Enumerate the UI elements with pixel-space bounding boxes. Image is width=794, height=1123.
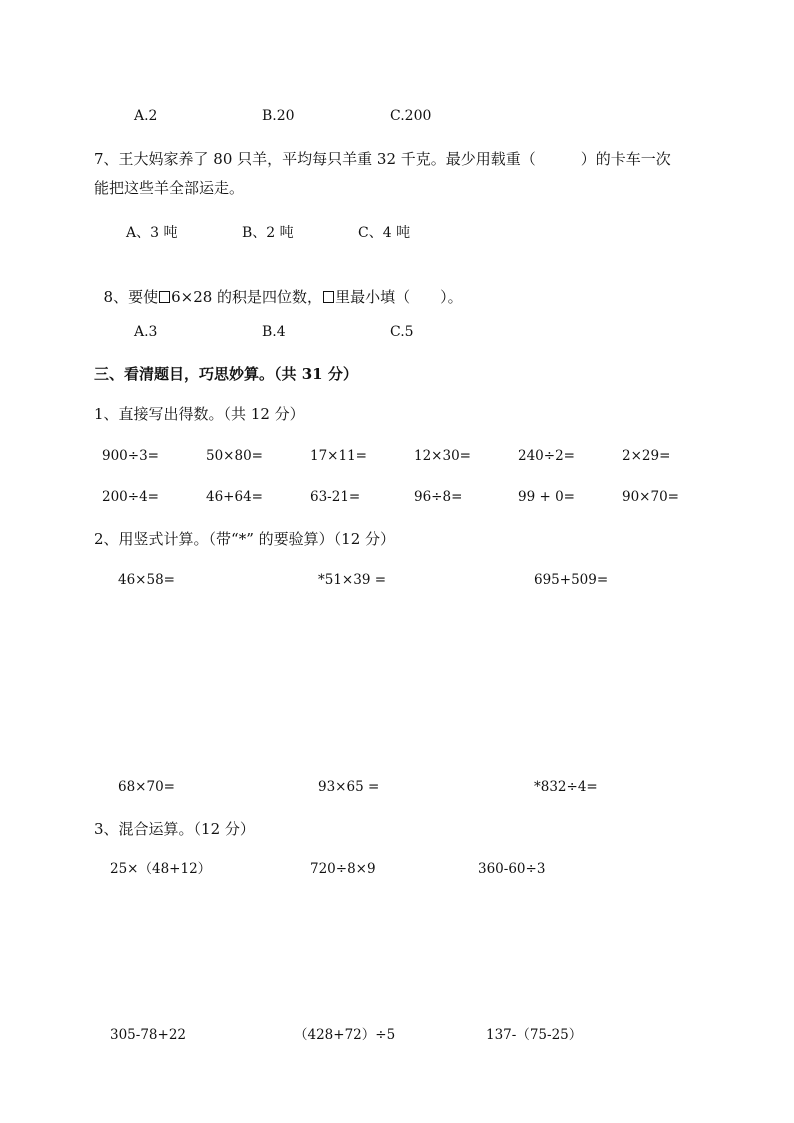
q7-option-b: B、2 吨 <box>242 225 294 241</box>
mixed-calc-item: 720÷8×9 <box>310 861 376 877</box>
blank-box-icon <box>159 291 170 303</box>
mixed-calc-item: （428+72）÷5 <box>294 1027 396 1043</box>
mental-calc-item: 900÷3= <box>102 448 159 464</box>
vertical-calc-item: *832÷4= <box>534 779 598 795</box>
q7-text-line1: 7、王大妈家养了 80 只羊，平均每只羊重 32 千克。最少用载重（ ）的卡车一次 <box>94 150 671 168</box>
q8-text <box>94 275 463 305</box>
mental-calc-item: 99 + 0= <box>518 489 575 505</box>
q8-option-c: C.5 <box>390 324 414 340</box>
part1-title: 1、直接写出得数。（共 12 分） <box>94 405 305 423</box>
vertical-calc-item: 68×70= <box>118 779 175 795</box>
q6-option-b: B.20 <box>262 108 295 124</box>
mental-calc-item: 96÷8= <box>414 489 463 505</box>
q7-option-c: C、4 吨 <box>358 225 411 241</box>
q6-option-c: C.200 <box>390 108 432 124</box>
vertical-calc-item: 695+509= <box>534 572 609 588</box>
vertical-calc-item: 93×65 = <box>318 779 380 795</box>
q8-prefix: 8、要使 <box>103 288 159 306</box>
mental-calc-item: 200÷4= <box>102 489 159 505</box>
part3-title: 3、混合运算。（12 分） <box>94 820 255 838</box>
mental-calc-item: 12×30= <box>414 448 471 464</box>
mixed-calc-item: 25×（48+12） <box>110 861 212 877</box>
mixed-calc-item: 137-（75-25） <box>486 1027 583 1043</box>
mental-calc-item: 50×80= <box>206 448 263 464</box>
mental-calc-item: 63-21= <box>310 489 361 505</box>
section3-heading: 三、看清题目，巧思妙算。（共 31 分） <box>94 365 358 383</box>
q7-text-line2: 能把这些羊全部运走。 <box>94 179 245 197</box>
part2-title: 2、用竖式计算。（带“*” 的要验算）（12 分） <box>94 530 396 548</box>
mixed-calc-item: 305-78+22 <box>110 1027 186 1043</box>
mental-calc-item: 240÷2= <box>518 448 575 464</box>
q8-middle: 6×28 的积是四位数， <box>171 288 323 306</box>
mental-calc-item: 2×29= <box>622 448 671 464</box>
mental-calc-item: 17×11= <box>310 448 367 464</box>
q8-suffix: 里最小填（ ）。 <box>335 288 463 306</box>
vertical-calc-item: 46×58= <box>118 572 175 588</box>
q8-option-b: B.4 <box>262 324 286 340</box>
vertical-calc-item: *51×39 = <box>318 572 387 588</box>
blank-box-icon <box>323 291 334 303</box>
mental-calc-item: 90×70= <box>622 489 679 505</box>
mental-calc-item: 46+64= <box>206 489 263 505</box>
q6-option-a: A.2 <box>134 108 158 124</box>
q8-option-a: A.3 <box>134 324 158 340</box>
q7-option-a: A、3 吨 <box>126 225 178 241</box>
mixed-calc-item: 360-60÷3 <box>478 861 546 877</box>
